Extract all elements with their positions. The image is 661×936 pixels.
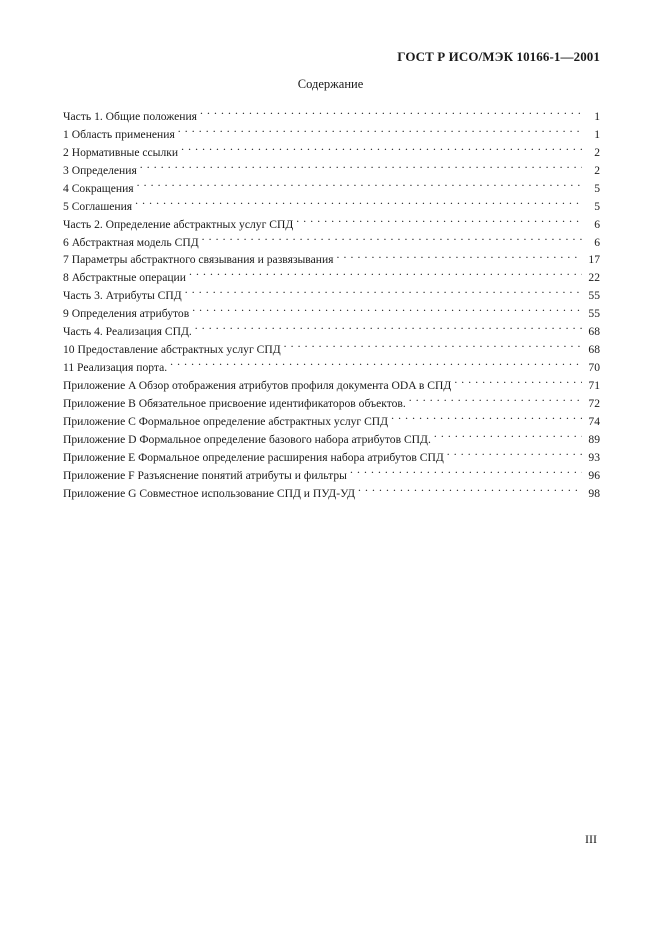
toc-leader-dots xyxy=(185,281,582,299)
toc-entry-label: 4 Сокращения xyxy=(63,181,134,195)
toc-entry-page: 93 xyxy=(588,450,600,464)
toc-leader-dots xyxy=(434,425,582,443)
toc-entry-page: 55 xyxy=(588,289,600,303)
toc-entry-page: 6 xyxy=(594,217,600,231)
toc-entry-page: 6 xyxy=(594,235,600,249)
toc-entry[interactable] xyxy=(63,210,600,231)
toc-leader-dots xyxy=(192,299,582,317)
toc-entry-label: Приложение G Совместное использование СПД и ПУД-УД xyxy=(63,486,356,500)
toc-entry-label: 2 Нормативные ссылки xyxy=(63,145,179,159)
toc-entry-page: 17 xyxy=(588,253,600,267)
toc-entry-page: 68 xyxy=(588,343,600,357)
toc-entry-page: 1 xyxy=(594,127,600,141)
toc-leader-dots xyxy=(170,353,582,371)
toc-entry-page: 2 xyxy=(594,163,600,177)
toc-entry-page: 74 xyxy=(588,414,600,428)
toc-entry-label: 10 Предоставление абстрактных услуг СПД xyxy=(63,343,281,357)
toc-entry-label: 7 Параметры абстрактного связывания и развязывания xyxy=(63,253,334,267)
toc-entry-label: Приложение E Формальное определение расширения набора атрибутов СПД xyxy=(63,450,444,464)
toc-leader-dots xyxy=(337,246,582,264)
toc-entry-page: 55 xyxy=(588,307,600,321)
toc-entry-label: 9 Определения атрибутов xyxy=(63,307,190,321)
toc-entry-page: 89 xyxy=(588,432,600,446)
toc-entry-label: 3 Определения xyxy=(63,163,137,177)
toc-leader-dots xyxy=(447,443,582,461)
toc-title: Содержание xyxy=(297,77,364,91)
toc-entry-page: 5 xyxy=(594,181,600,195)
toc-entry-label: Приложение F Разъяснение понятий атрибуты и фильтры xyxy=(63,468,347,482)
toc-entry[interactable] xyxy=(63,156,600,177)
toc-leader-dots xyxy=(391,407,582,425)
toc-entry-label: Приложение D Формальное определение базового набора атрибутов СПД. xyxy=(63,432,431,446)
toc-leader-dots xyxy=(350,461,582,479)
toc-entry[interactable] xyxy=(63,174,600,195)
toc-leader-dots xyxy=(189,263,582,281)
toc-entry-page: 70 xyxy=(588,361,600,375)
toc-entry-label: Часть 2. Определение абстрактных услуг СПД xyxy=(63,217,294,231)
toc-entry-page: 98 xyxy=(588,486,600,500)
toc-entry-page: 5 xyxy=(594,199,600,213)
toc-entry-label: Приложение B Обязательное присвоение идентификаторов объектов. xyxy=(63,396,406,410)
toc-entry-label: 11 Реализация порта. xyxy=(63,361,168,375)
toc-entry-label: 8 Абстрактные операции xyxy=(63,271,186,285)
toc-entry[interactable] xyxy=(63,192,600,213)
toc-entry-label: Приложение A Обзор отображения атрибутов профиля документа ODA в СПД xyxy=(63,379,452,392)
toc-leader-dots xyxy=(358,479,582,497)
toc-entry-label: 5 Соглашения xyxy=(63,199,133,213)
toc-leader-dots xyxy=(200,102,582,120)
toc-leader-dots xyxy=(181,138,582,156)
toc-entry-page: 1 xyxy=(594,109,600,123)
toc-leader-dots xyxy=(135,192,582,210)
toc-entry[interactable] xyxy=(63,102,600,123)
toc-leader-dots xyxy=(296,210,582,228)
toc-entry-page: 68 xyxy=(588,325,600,339)
table-of-contents xyxy=(63,102,600,500)
toc-leader-dots xyxy=(140,156,582,174)
toc-leader-dots xyxy=(284,335,582,353)
toc-leader-dots xyxy=(202,228,582,246)
toc-entry-label: 1 Область применения xyxy=(63,127,175,141)
toc-entry-page: 71 xyxy=(588,379,600,392)
toc-leader-dots xyxy=(178,120,582,138)
toc-entry-label: Часть 3. Атрибуты СПД xyxy=(63,289,182,303)
toc-entry-label: Часть 1. Общие положения xyxy=(63,109,198,123)
document-code: ГОСТ Р ИСО/МЭК 10166-1—2001 xyxy=(397,49,600,64)
toc-entry-label: Часть 4. Реализация СПД. xyxy=(63,325,192,339)
page-number: III xyxy=(585,832,597,846)
toc-leader-dots xyxy=(454,371,582,389)
toc-entry-label: 6 Абстрактная модель СПД xyxy=(63,235,199,249)
toc-entry-page: 96 xyxy=(588,468,600,482)
toc-leader-dots xyxy=(409,389,582,407)
toc-entry-page: 22 xyxy=(588,271,600,285)
toc-leader-dots xyxy=(137,174,582,192)
toc-entry-label: Приложение C Формальное определение абстрактных услуг СПД xyxy=(63,414,389,428)
toc-entry-page: 72 xyxy=(588,396,600,410)
toc-leader-dots xyxy=(195,317,582,335)
toc-entry-page: 2 xyxy=(594,145,600,159)
